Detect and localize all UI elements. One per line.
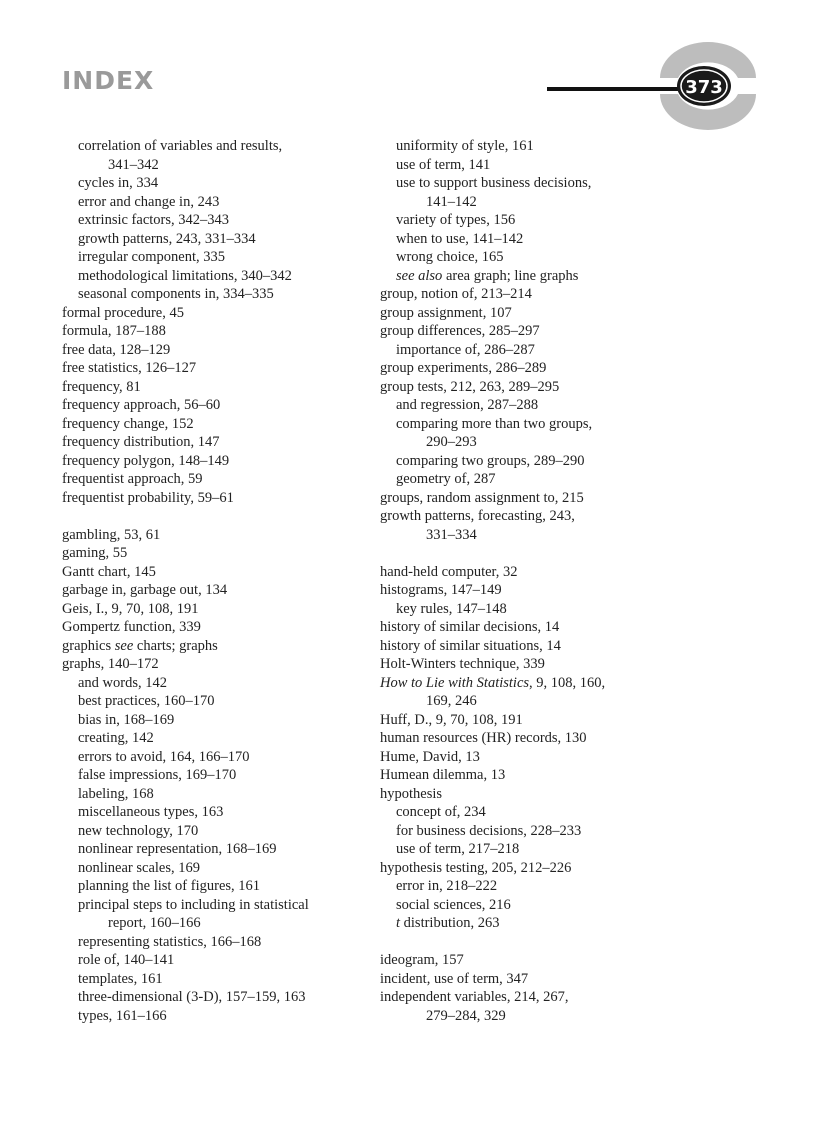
index-subentry: miscellaneous types, 163 [78, 804, 224, 820]
index-subentry: comparing more than two groups, [396, 415, 593, 432]
index-subentry: best practices, 160–170 [78, 693, 215, 709]
index-entry: 331–334 [426, 526, 477, 543]
index-subentry: irregular component, 335 [78, 249, 225, 265]
index-entry: incident, use of term, 347 [380, 970, 529, 987]
index-subentry: types, 161–166 [78, 1007, 167, 1024]
index-subentry: wrong choice, 165 [396, 249, 504, 265]
index-entry: growth patterns, forecasting, 243, [380, 508, 575, 524]
index-subentry: templates, 161 [78, 970, 163, 987]
index-subentry: uniformity of style, 161 [396, 138, 534, 154]
index-subentry: comparing two groups, 289–290 [396, 452, 585, 469]
index-subentry: 341–342 [108, 156, 159, 173]
index-subentry: key rules, 147–148 [396, 600, 507, 617]
index-subentry: errors to avoid, 164, 166–170 [78, 748, 250, 765]
index-entry: graphs, 140–172 [62, 656, 159, 672]
index-entry: formula, 187–188 [62, 323, 166, 339]
letter-section-gap [62, 507, 392, 526]
index-subentry: extrinsic factors, 342–343 [78, 212, 230, 228]
index-entry: frequency distribution, 147 [62, 434, 220, 450]
index-subentry: error in, 218–222 [396, 878, 498, 894]
index-subentry: report, 160–166 [108, 915, 201, 931]
index-subentry: variety of types, 156 [396, 212, 516, 228]
index-subentry: 290–293 [426, 434, 477, 450]
index-entry: history of similar situations, 14 [380, 637, 561, 654]
index-subentry: cycles in, 334 [78, 175, 159, 191]
index-subentry: use to support business decisions, [396, 175, 592, 191]
entry-italic-text: t [396, 915, 401, 931]
index-entry: Gompertz function, 339 [62, 619, 201, 635]
index-heading: INDEX [62, 66, 155, 95]
index-entry [62, 637, 392, 656]
index-subentry: labeling, 168 [78, 785, 154, 802]
index-entry: 279–284, 329 [426, 1007, 506, 1024]
index-subentry: and words, 142 [78, 674, 168, 691]
index-subentry [380, 267, 700, 286]
index-entry: frequentist probability, 59–61 [62, 489, 234, 506]
index-entry: gambling, 53, 61 [62, 526, 161, 543]
index-entry: group tests, 212, 263, 289–295 [380, 378, 560, 395]
index-entry: hypothesis [380, 785, 443, 802]
index-entry: Gantt chart, 145 [62, 563, 156, 580]
index-entry: histograms, 147–149 [380, 582, 502, 598]
index-subentry: role of, 140–141 [78, 952, 175, 968]
index-column-right [380, 137, 700, 1025]
index-subentry: nonlinear scales, 169 [78, 859, 201, 876]
index-entry: Geis, I., 9, 70, 108, 191 [62, 600, 199, 617]
entry-italic-text: see also [396, 267, 443, 284]
index-entry: frequency change, 152 [62, 415, 194, 432]
index-subentry: bias in, 168–169 [78, 711, 175, 728]
index-entry: hand-held computer, 32 [380, 563, 518, 580]
index-subentry: seasonal components in, 334–335 [78, 286, 274, 302]
index-subentry: concept of, 234 [396, 804, 486, 820]
index-entry: groups, random assignment to, 215 [380, 489, 584, 506]
index-subentry [380, 914, 700, 933]
index-subentry: social sciences, 216 [396, 896, 511, 913]
entry-italic-text: see [114, 637, 134, 654]
index-entry: frequency approach, 56–60 [62, 397, 221, 413]
entry-text: charts; graphs [133, 637, 218, 654]
letter-section-gap [380, 544, 700, 563]
index-subentry: importance of, 286–287 [396, 341, 535, 358]
index-subentry: use of term, 217–218 [396, 841, 520, 857]
index-subentry: planning the list of figures, 161 [78, 878, 261, 894]
index-entry: human resources (HR) records, 130 [380, 730, 587, 746]
index-entry: hypothesis testing, 205, 212–226 [380, 859, 572, 876]
index-entry: group, notion of, 213–214 [380, 286, 532, 302]
page-number-badge [642, 36, 762, 136]
index-entry: Hume, David, 13 [380, 748, 480, 765]
index-subentry: representing statistics, 166–168 [78, 933, 262, 950]
index-subentry: nonlinear representation, 168–169 [78, 841, 277, 857]
index-subentry: use of term, 141 [396, 156, 491, 173]
index-entry: group differences, 285–297 [380, 323, 540, 339]
index-subentry: and regression, 287–288 [396, 397, 539, 413]
entry-text: distribution, 263 [400, 915, 500, 931]
index-subentry: correlation of variables and results, [78, 138, 283, 154]
index-entry: Humean dilemma, 13 [380, 767, 506, 783]
index-subentry: error and change in, 243 [78, 193, 220, 210]
index-entry: free data, 128–129 [62, 341, 171, 358]
index-entry: frequentist approach, 59 [62, 471, 203, 487]
entry-text: graphics [62, 637, 115, 654]
index-entry: history of similar decisions, 14 [380, 619, 560, 635]
index-entry: free statistics, 126–127 [62, 360, 197, 376]
index-subentry: creating, 142 [78, 730, 154, 746]
index-subentry: new technology, 170 [78, 822, 199, 839]
page-number: 373 [685, 77, 723, 98]
index-entry: gaming, 55 [62, 545, 128, 561]
index-column-left [62, 137, 392, 1025]
index-entry: ideogram, 157 [380, 952, 464, 968]
index-entry [380, 674, 700, 693]
index-subentry: when to use, 141–142 [396, 230, 524, 247]
index-entry: group assignment, 107 [380, 304, 512, 321]
index-subentry: methodological limitations, 340–342 [78, 267, 292, 284]
entry-text: area graph; line graphs [442, 267, 579, 284]
index-entry: formal procedure, 45 [62, 304, 184, 321]
index-subentry: for business decisions, 228–233 [396, 822, 582, 839]
letter-section-gap [380, 933, 700, 952]
entry-text: , 9, 108, 160, [529, 674, 606, 691]
index-entry: Holt-Winters technique, 339 [380, 656, 545, 672]
index-subentry: 141–142 [426, 193, 477, 210]
entry-italic-text: How to Lie with Statistics [380, 674, 530, 691]
index-subentry: principal steps to including in statistical [78, 896, 309, 913]
index-entry: frequency polygon, 148–149 [62, 452, 230, 469]
index-subentry: geometry of, 287 [396, 471, 496, 487]
index-entry: group experiments, 286–289 [380, 360, 547, 376]
index-subentry: three-dimensional (3-D), 157–159, 163 [78, 989, 306, 1005]
index-entry: 169, 246 [426, 693, 477, 709]
index-entry: Huff, D., 9, 70, 108, 191 [380, 711, 523, 728]
index-subentry: growth patterns, 243, 331–334 [78, 230, 256, 247]
index-subentry: false impressions, 169–170 [78, 767, 237, 783]
index-entry: garbage in, garbage out, 134 [62, 582, 228, 598]
index-entry: frequency, 81 [62, 378, 141, 395]
index-entry: independent variables, 214, 267, [380, 989, 569, 1005]
